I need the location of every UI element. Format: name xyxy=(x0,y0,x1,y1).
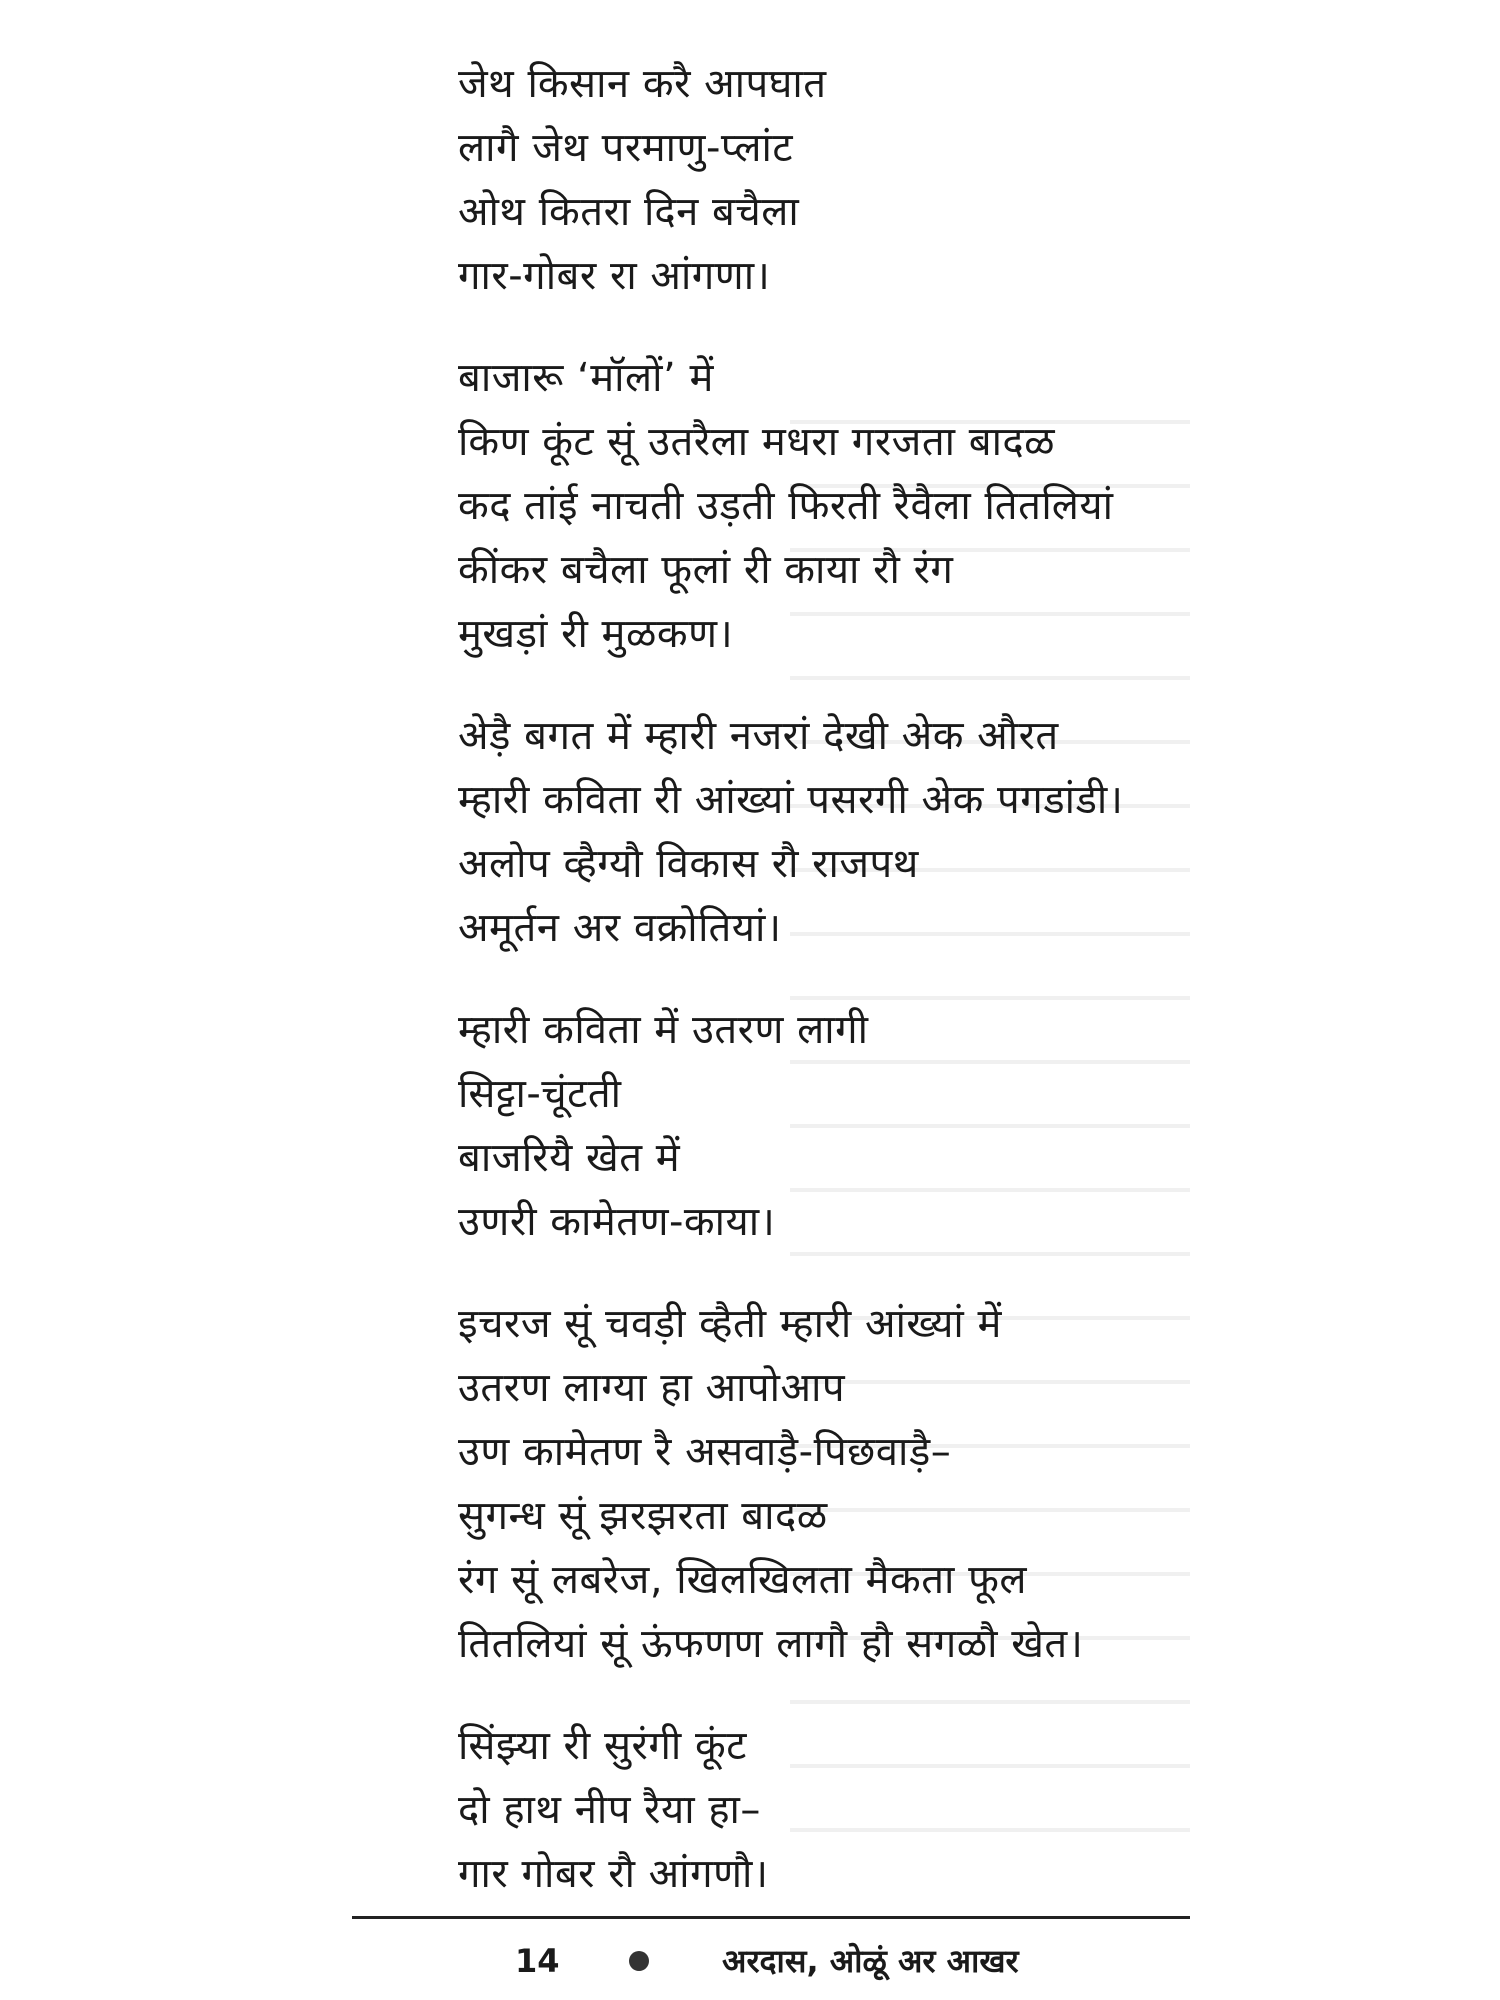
stanza-5 xyxy=(458,1292,1458,1676)
poem-line: लागै जेथ परमाणु-प्लांट xyxy=(458,125,794,171)
poem-line: उणरी कामेतण-काया। xyxy=(458,1199,776,1245)
poem-line: म्हारी कविता में उतरण लागी xyxy=(458,1007,869,1053)
poem-line: अलोप व्हैग्यौ विकास रौ राजपथ xyxy=(458,841,919,887)
poem-line: सिंझ्या री सुरंगी कूंट xyxy=(458,1723,747,1769)
poem-line: कद तांई नाचती उड़ती फिरती रैवैला तितलियां xyxy=(458,483,1114,529)
poem-line: कींकर बचैला फूलां री काया रौ रंग xyxy=(458,547,954,593)
book-title: अरदास, ओळूं अर आखर xyxy=(722,1942,1019,1980)
poem-line: म्हारी कविता री आंख्यां पसरगी अेक पगडांडी। xyxy=(458,777,1124,823)
poem-line: किण कूंट सूं उतरैला मधरा गरजता बादळ xyxy=(458,419,1056,465)
poem-line: सुगन्ध सूं झरझरता बादळ xyxy=(458,1493,828,1539)
poem-line: उतरण लाग्या हा आपोआप xyxy=(458,1365,846,1411)
stanza-4 xyxy=(458,998,1458,1254)
poem-line: गार गोबर रौ आंगणौ। xyxy=(458,1851,769,1897)
page-footer xyxy=(352,1936,1190,1986)
page-number: 14 xyxy=(515,1942,560,1980)
poem-line: गार-गोबर रा आंगणा। xyxy=(458,253,771,299)
poem-line: बाजारू ‘मॉलों’ में xyxy=(458,355,714,401)
poem-line: तितलियां सूं ऊंफणण लागौ हौ सगळौ खेत। xyxy=(458,1621,1084,1667)
poem-line: ओथ कितरा दिन बचैला xyxy=(458,189,800,235)
stanza-1 xyxy=(458,52,1458,308)
poem-line: दो हाथ नीप रैया हा– xyxy=(458,1787,761,1833)
poem-line: मुखड़ां री मुळकण। xyxy=(458,611,734,657)
stanza-2 xyxy=(458,346,1458,666)
footer-divider xyxy=(352,1916,1190,1919)
poem xyxy=(458,52,1458,1944)
poem-line: बाजरियै खेत में xyxy=(458,1135,681,1181)
poem-line: अेड़ै बगत में म्हारी नजरां देखी अेक औरत xyxy=(458,713,1059,759)
bullet-icon xyxy=(629,1951,649,1971)
stanza-6 xyxy=(458,1714,1458,1906)
poem-line: अमूर्तन अर वक्रोतियां। xyxy=(458,905,782,951)
poem-line: उण कामेतण रै असवाड़ै-पिछवाड़ै– xyxy=(458,1429,952,1475)
poem-line: रंग सूं लबरेज, खिलखिलता मैकता फूल xyxy=(458,1557,1028,1603)
poem-line: इचरज सूं चवड़ी व्हैती म्हारी आंख्यां में xyxy=(458,1301,1002,1347)
poem-line: जेथ किसान करै आपघात xyxy=(458,61,827,107)
stanza-3 xyxy=(458,704,1458,960)
poem-line: सिट्टा-चूंटती xyxy=(458,1071,622,1117)
